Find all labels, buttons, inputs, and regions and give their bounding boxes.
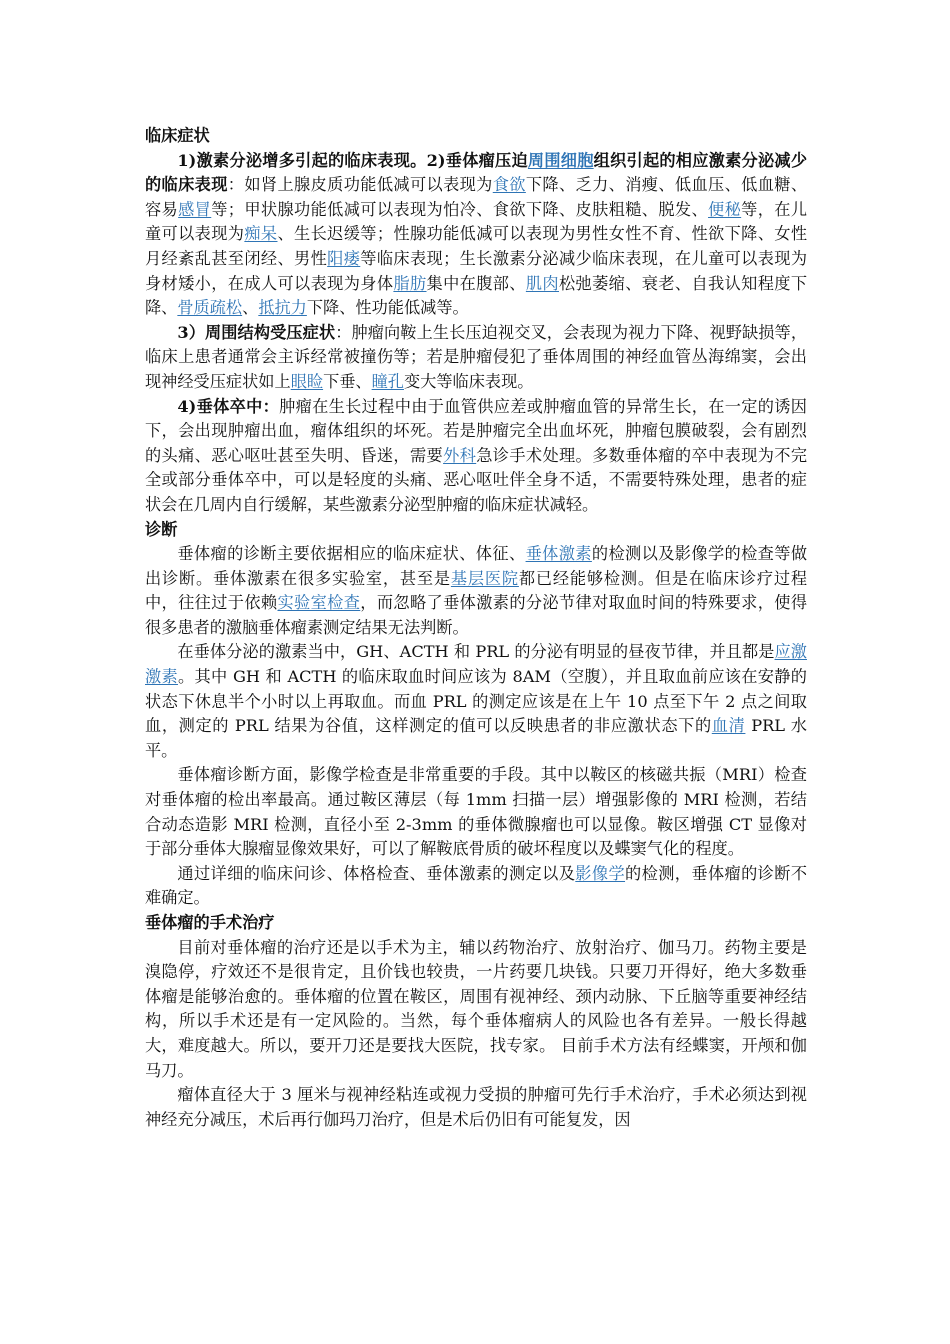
text-run: 的检测以及影像学的检查等做出诊断。垂体激素在很多实验室，甚至是 <box>145 544 808 588</box>
paragraph-compression-symptoms <box>145 321 807 395</box>
text-run: 松弛萎缩、衰老、自我认知程度下降、 <box>145 273 808 318</box>
link-bianmi[interactable]: 便秘 <box>708 199 742 219</box>
link-tongkong[interactable]: 瞳孔 <box>371 371 404 391</box>
link-shiyanshi-jiancha[interactable]: 实验室检查 <box>277 593 361 613</box>
link-chidai[interactable]: 痴呆 <box>244 224 278 244</box>
paragraph-surgery-overview: 目前对垂体瘤的治疗还是以手术为主，辅以药物治疗、放射治疗、伽马刀。药物主要是溴隐停，疗效还不是很肯定，且价钱也较贵，一片药要几块钱。只要刀开得好，绝大多数垂体瘤是能够治愈的。垂体瘤的位置在鞍区，周围有视神经、颈内动脉、下丘脑等重要神经结构，所以手术还是有一定风险的。当然，每个垂体瘤病人的风险也各有差异。一般长得越大，难度越大。所以，要开刀还是要找大医院，找专家。 目前手术方法有经蝶窦，开颅和伽马刀。 <box>145 937 807 1080</box>
section-heading-surgery: 垂体瘤的手术治疗 <box>145 913 275 932</box>
link-jiceng-yiyuan[interactable]: 基层医院 <box>450 568 519 588</box>
text-run: 下降、性功能低减等。 <box>306 298 469 318</box>
text-run: 等；甲状腺功能低减可以表现为怕冷、食欲下降、皮肤粗糙、脱发、 <box>211 199 709 219</box>
link-yanjian[interactable]: 眼睑 <box>290 371 324 391</box>
text-run: 下垂、 <box>323 371 372 391</box>
text-run: 、 <box>242 298 259 318</box>
bold-lead: 4)垂体卒中： <box>177 396 280 416</box>
text-run: 等，在儿童可以表现为 <box>145 199 808 244</box>
text-run: 集中在腹部、 <box>426 273 526 293</box>
section-heading-clinical-symptoms: 临床症状 <box>145 126 210 145</box>
link-yingji-jisu[interactable]: 应激激素 <box>145 642 807 687</box>
link-guzhi-shusong[interactable]: 骨质疏松 <box>177 298 243 318</box>
text-run: 下降、乏力、消瘦、低血压、低血糖、容易 <box>145 175 808 219</box>
link-yangwei[interactable]: 阳痿 <box>327 248 361 268</box>
paragraph-diagnosis-basis <box>145 542 807 640</box>
link-dikangli[interactable]: 抵抗力 <box>258 298 307 318</box>
paragraph-surgery-indication: 瘤体直径大于 3 厘米与视神经粘连或视力受损的肿瘤可先行手术治疗，手术必须达到视神经充分减压，术后再行伽玛刀治疗，但是术后仍旧有可能复发，因 <box>145 1085 807 1129</box>
paragraph-symptoms-hormone <box>145 149 807 321</box>
section-heading-diagnosis: 诊断 <box>145 519 178 539</box>
link-waike[interactable]: 外科 <box>443 445 477 465</box>
text-run: 垂体瘤的诊断主要依据相应的临床症状、体征、 <box>177 544 526 564</box>
link-ganmao[interactable]: 感冒 <box>178 199 212 219</box>
bold-lead: 1)激素分泌增多引起的临床表现。2)垂体瘤压迫 <box>177 150 528 170</box>
text-run: 等临床表现；生长激素分泌减少临床表现，在儿童可以表现为身材矮小，在成人可以表现为身体 <box>145 248 808 293</box>
paragraph-pituitary-apoplexy <box>145 395 807 518</box>
paragraph-diagnosis-conclusion <box>145 862 807 911</box>
text-run: 肿瘤在生长过程中由于血管供应差或肿瘤血管的异常生长，在一定的诱因下，会出现肿瘤出血，瘤体组织的坏死。若是肿瘤完全出血坏死，肿瘤包膜破裂，会有剧烈的头痛、恶心呕吐甚至失明、昏迷，需要 <box>145 396 807 465</box>
bold-lead: 3）周围结构受压症状 <box>177 322 336 342</box>
text-run: ：如肾上腺皮质功能低减可以表现为 <box>227 175 493 195</box>
text-run: 。其中 GH 和 ACTH 的临床取血时间应该为 8AM（空腹），并且取血前应该在安静的状态下休息半个小时以上再取血。而血 PRL 的测定应该是在上午 10 点至下午 2 点之间取血，测定的 PRL 结果为谷值，这样测定的值可以反映患者的非应激状态下的 <box>145 667 807 736</box>
link-shiyu[interactable]: 食欲 <box>492 175 526 195</box>
text-run: PRL 水平。 <box>145 716 807 760</box>
link-zhifang[interactable]: 脂肪 <box>393 273 427 293</box>
link-xueqing[interactable]: 血清 <box>711 716 746 736</box>
paragraph-imaging: 垂体瘤诊断方面，影像学检查是非常重要的手段。其中以鞍区的核磁共振（MRI）检查对垂体瘤的检出率最高。通过鞍区薄层（每 1mm 扫描一层）增强影像的 MRI 检测，若结合动态造影 MRI 检测，直径小至 2-3mm 的垂体微腺瘤也可以显像。鞍区增强 CT 显像对于部分垂体大腺瘤显像效果好，可以了解鞍底骨质的破坏程度以及蝶窦气化的程度。 <box>145 765 807 859</box>
link-jirou[interactable]: 肌肉 <box>525 273 559 293</box>
text-run: 通过详细的临床问诊、体格检查、垂体激素的测定以及 <box>177 863 576 883</box>
document-page <box>145 124 807 1132</box>
link-yingxiangxue[interactable]: 影像学 <box>575 863 626 883</box>
text-run: 急诊手术处理。多数垂体瘤的卒中表现为不完全或部分垂体卒中，可以是轻度的头痛、恶心呕吐伴全身不适，不需要特殊处理，患者的症状会在几周内自行缓解，某些激素分泌型肿瘤的临床症状减轻。 <box>145 445 808 514</box>
bold-lead: 组织引起的相应激素分泌减少的临床表现 <box>145 150 808 195</box>
text-run: 、生长迟缓等；性腺功能低减可以表现为男性女性不育、性欲下降、女性月经紊乱甚至闭经、男性 <box>145 224 808 268</box>
link-chuiti-jisu[interactable]: 垂体激素 <box>525 544 592 564</box>
text-run: 的检测，垂体瘤的诊断不难确定。 <box>145 863 808 908</box>
text-run: 变大等临床表现。 <box>404 371 534 391</box>
paragraph-hormone-sampling <box>145 640 807 763</box>
text-run: ：肿瘤向鞍上生长压迫视交叉，会表现为视力下降、视野缺损等，临床上患者通常会主诉经常被撞伤等；若是肿瘤侵犯了垂体周围的神经血管丛海绵窦，会出现神经受压症状如上 <box>145 322 808 391</box>
text-run: ，而忽略了垂体激素的分泌节律对取血时间的特殊要求，使得很多患者的激脑垂体瘤素测定结果无法判断。 <box>145 593 808 637</box>
text-run: 在垂体分泌的激素当中，GH、ACTH 和 PRL 的分泌有明显的昼夜节律，并且都是 <box>177 642 775 662</box>
text-run: 都已经能够检测。但是在临床诊疗过程中，往往过于依赖 <box>145 568 808 613</box>
link-zhouwei-xibao[interactable]: 周围细胞 <box>527 150 594 170</box>
